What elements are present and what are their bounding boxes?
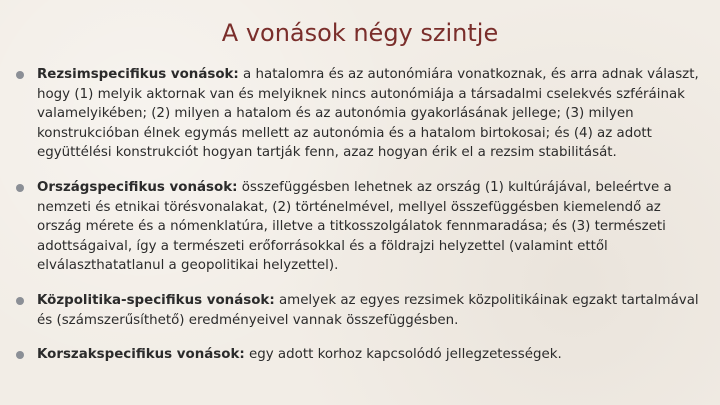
- bullet-item-rezsimspecifikus: [15, 65, 705, 163]
- bullet-item-kozpolitika-specifikus: [15, 291, 705, 330]
- bullet-term: Korszakspecifikus vonások:: [37, 347, 245, 363]
- bullet-dot-icon: [16, 351, 24, 359]
- slide-title: A vonások négy szintje: [221, 19, 499, 47]
- bullet-item-orszagspecifikus: [15, 178, 705, 276]
- bullet-text: összefüggésben lehetnek az ország (1) kultúrájával, beleértve a nemzeti és etnikai törésvonalakat, (2) történelmével, mellyel összefüggésben kiemelendő az ország mérete és a nómenklatúra, illetve a titkosszolgálatok fennmaradása; és (3) természeti adottságaival, így a természeti erőforrásokkal és a földrajzi helyzettel (valamint ettől elválaszthatatlanul a geopolitikai helyzettel).: [37, 179, 672, 274]
- bullet-text: amelyek az egyes rezsimek közpolitikáinak egzakt tartalmával és (számszerűsíthető) eredményeivel vannak összefüggésben.: [37, 292, 699, 328]
- bullet-dot-icon: [16, 71, 24, 79]
- bullet-term: Rezsimspecifikus vonások:: [37, 67, 239, 82]
- bullet-dot-icon: [16, 184, 24, 192]
- bullet-text: egy adott korhoz kapcsolódó jellegzetességek.: [244, 347, 562, 363]
- bullet-list: [15, 65, 705, 365]
- bullet-dot-icon: [16, 297, 24, 305]
- bullet-text: a hatalomra és az autonómiára vonatkoznak, és arra adnak választ, hogy (1) melyik aktornak van és melyiknek nincs autonómiája a társadalmi cselekvés szféráinak valamelyikében; (2) milyen a hatalom és az autonómia gyakorlásának jellege; (3) milyen konstrukcióban élnek egymás mellett az autonómia és a hatalom birtokosai; és (4) az adott együttélési konstrukciót hogyan tartják fenn, azaz hogyan érik el a rezsim stabilitását.: [37, 67, 699, 161]
- bullet-term: Országspecifikus vonások:: [37, 179, 238, 195]
- bullet-term: Közpolitika-specifikus vonások:: [37, 292, 275, 308]
- bullet-item-korszakspecifikus: [15, 345, 705, 365]
